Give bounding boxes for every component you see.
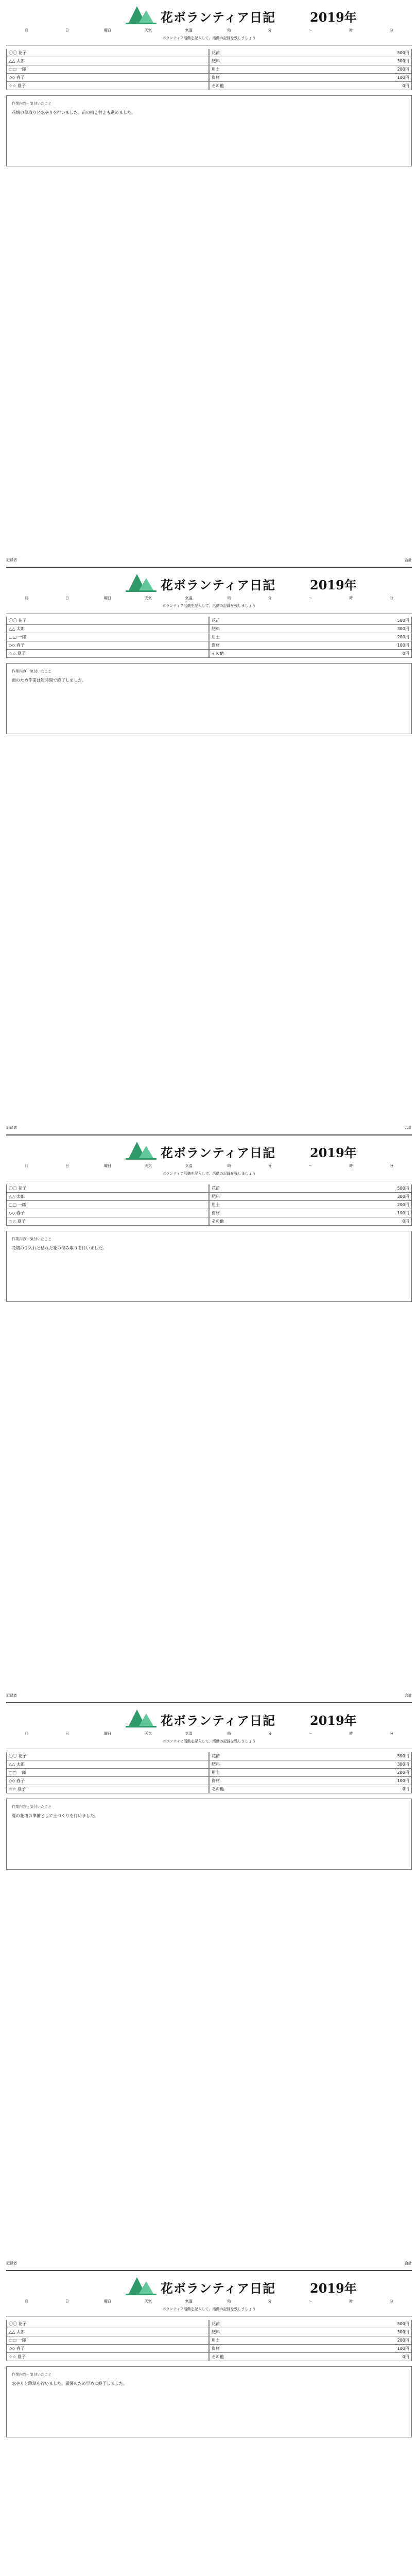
item-amount: 300円 — [397, 1762, 409, 1767]
date-label: 曜日 — [103, 1732, 111, 1736]
date-label: 時 — [349, 1732, 353, 1736]
item-amount: 0円 — [402, 83, 409, 88]
notes-text: 花壇の草取りと水やりを行いました。苗の植え替えも進めました。 — [12, 110, 135, 115]
item-name: 用土 — [212, 2338, 220, 2343]
item-amount: 300円 — [397, 1194, 409, 1199]
volunteer-name: □□ 一郎 — [6, 1769, 209, 1777]
item-column — [209, 2320, 412, 2361]
entry-header — [6, 1703, 412, 1749]
diary-entry — [6, 1136, 412, 1702]
diary-note: ボランティア活動を記入して、活動の記録を残しましょう — [162, 36, 256, 40]
item-row — [209, 49, 412, 57]
footer-right: 合計 — [405, 1126, 412, 1130]
item-row — [209, 1777, 412, 1785]
date-label-row — [6, 2299, 412, 2305]
item-amount: 200円 — [397, 1770, 409, 1775]
volunteer-name: □□ 一郎 — [6, 65, 209, 74]
date-label: 気温 — [185, 1164, 193, 1168]
footer-left: 記録者 — [6, 2261, 17, 2265]
diary-year: 2019年 — [310, 2281, 357, 2296]
item-amount: 300円 — [397, 2330, 409, 2334]
footer-right: 合計 — [405, 558, 412, 562]
date-label: 〜 — [308, 1164, 312, 1168]
item-row — [209, 2345, 412, 2353]
date-label: 気温 — [185, 596, 193, 600]
entry-footer — [6, 1125, 412, 1130]
notes-label: 作業内容・気付いたこと — [12, 1237, 51, 1241]
volunteer-name: △△ 太郎 — [6, 1760, 209, 1769]
diary-year: 2019年 — [310, 10, 357, 25]
date-label: 月 — [24, 1164, 28, 1168]
date-label: 天気 — [144, 2299, 152, 2303]
date-label: 時 — [349, 1164, 353, 1168]
date-label-row — [6, 1731, 412, 1737]
date-label: 分 — [390, 596, 394, 600]
item-name: 肥料 — [212, 1194, 220, 1199]
notes-text: 雨のため作業は短時間で終了しました。 — [12, 678, 86, 683]
footer-left: 記録者 — [6, 1126, 17, 1130]
date-label: 天気 — [144, 1732, 152, 1736]
diary-title: 花ボランティア日記 — [161, 1145, 276, 1160]
date-label: 時 — [227, 2299, 231, 2303]
item-name: 花苗 — [212, 2321, 220, 2326]
diary-year: 2019年 — [310, 1713, 357, 1728]
volunteer-column — [6, 1752, 209, 1793]
item-amount: 500円 — [397, 1754, 409, 1758]
item-name: 用土 — [212, 635, 220, 639]
item-row — [209, 617, 412, 625]
item-name: 資材 — [212, 1211, 220, 1215]
footer-right: 合計 — [405, 2261, 412, 2265]
diary-note: ボランティア活動を記入して、活動の記録を残しましょう — [162, 604, 256, 608]
date-label: 月 — [24, 596, 28, 600]
flower-logo-icon — [126, 2274, 156, 2296]
item-name: 用土 — [212, 1202, 220, 1207]
volunteer-name: 〇〇 花子 — [6, 49, 209, 57]
item-amount: 0円 — [402, 1787, 409, 1791]
item-name: その他 — [212, 1787, 224, 1791]
date-label: 天気 — [144, 1164, 152, 1168]
date-label: 時 — [227, 1732, 231, 1736]
date-label-row — [6, 28, 412, 34]
item-row — [209, 650, 412, 658]
item-row — [209, 1184, 412, 1193]
item-amount: 200円 — [397, 2338, 409, 2343]
volunteer-name: 〇〇 花子 — [6, 617, 209, 625]
flower-logo-icon — [126, 3, 156, 25]
date-label-row — [6, 1163, 412, 1170]
date-label: 気温 — [185, 28, 193, 32]
item-row — [209, 1201, 412, 1209]
item-row — [209, 74, 412, 82]
date-label: 時 — [227, 596, 231, 600]
date-label: 曜日 — [103, 2299, 111, 2303]
item-name: その他 — [212, 2354, 224, 2359]
date-label: 日 — [65, 596, 69, 600]
footer-right: 合計 — [405, 1693, 412, 1698]
date-label: 〜 — [308, 2299, 312, 2303]
notes-text: 水やりと除草を行いました。猛暑のため早めに終了しました。 — [12, 2381, 127, 2386]
volunteer-column — [6, 1184, 209, 1226]
volunteer-name: △△ 太郎 — [6, 57, 209, 65]
date-label-row — [6, 596, 412, 602]
date-label: 分 — [390, 1732, 394, 1736]
volunteer-name: ☆☆ 夏子 — [6, 82, 209, 90]
diary-year: 2019年 — [310, 1145, 357, 1160]
item-row — [209, 57, 412, 65]
date-label: 曜日 — [103, 1164, 111, 1168]
date-label: 日 — [65, 2299, 69, 2303]
diary-entry — [6, 0, 412, 567]
date-label: 分 — [268, 2299, 272, 2303]
date-label: 分 — [268, 1164, 272, 1168]
date-label: 時 — [349, 28, 353, 32]
date-label: 日 — [65, 28, 69, 32]
item-row — [209, 65, 412, 74]
item-name: 肥料 — [212, 59, 220, 63]
volunteer-name: ◇◇ 春子 — [6, 2345, 209, 2353]
item-amount: 0円 — [402, 2354, 409, 2359]
volunteer-name: ☆☆ 夏子 — [6, 2353, 209, 2361]
volunteer-name: △△ 太郎 — [6, 1193, 209, 1201]
date-label: 分 — [390, 28, 394, 32]
notes-section — [6, 1799, 412, 1870]
date-label: 〜 — [308, 28, 312, 32]
date-label: 時 — [349, 596, 353, 600]
volunteer-name: △△ 太郎 — [6, 2328, 209, 2336]
item-row — [209, 2328, 412, 2336]
item-name: 花苗 — [212, 618, 220, 623]
volunteer-name: □□ 一郎 — [6, 1201, 209, 1209]
footer-left: 記録者 — [6, 1693, 17, 1698]
item-name: 肥料 — [212, 2330, 220, 2334]
diary-pages — [6, 0, 412, 2576]
item-name: 資材 — [212, 2346, 220, 2351]
item-amount: 500円 — [397, 50, 409, 55]
diary-entry — [6, 2271, 412, 2576]
item-name: 花苗 — [212, 1186, 220, 1191]
item-name: 用土 — [212, 67, 220, 72]
entry-header — [6, 0, 412, 46]
diary-note: ボランティア活動を記入して、活動の記録を残しましょう — [162, 1172, 256, 1176]
date-label: 分 — [390, 2299, 394, 2303]
volunteer-name: 〇〇 花子 — [6, 1752, 209, 1760]
date-label: 時 — [227, 1164, 231, 1168]
item-amount: 300円 — [397, 59, 409, 63]
date-label: 〜 — [308, 1732, 312, 1736]
date-label: 時 — [349, 2299, 353, 2303]
entry-header — [6, 568, 412, 614]
notes-section — [6, 1231, 412, 1302]
footer-left: 記録者 — [6, 558, 17, 562]
item-row — [209, 625, 412, 633]
notes-section — [6, 95, 412, 166]
notes-text: 花壇の手入れと枯れた花の摘み取りを行いました。 — [12, 1246, 107, 1250]
item-amount: 0円 — [402, 1219, 409, 1224]
item-row — [209, 1785, 412, 1793]
item-name: その他 — [212, 83, 224, 88]
item-row — [209, 2320, 412, 2328]
item-amount: 100円 — [397, 2346, 409, 2351]
volunteer-column — [6, 49, 209, 90]
entry-footer — [6, 557, 412, 563]
entry-header — [6, 1136, 412, 1181]
item-name: その他 — [212, 651, 224, 656]
item-row — [209, 1752, 412, 1760]
item-amount: 500円 — [397, 2321, 409, 2326]
date-label: 気温 — [185, 2299, 193, 2303]
date-label: 分 — [268, 596, 272, 600]
volunteer-name: ◇◇ 春子 — [6, 74, 209, 82]
item-amount: 200円 — [397, 1202, 409, 1207]
entry-footer — [6, 2261, 412, 2266]
diary-entry — [6, 1703, 412, 2270]
item-amount: 200円 — [397, 67, 409, 72]
item-amount: 100円 — [397, 643, 409, 648]
date-label: 分 — [268, 28, 272, 32]
volunteer-name: ◇◇ 春子 — [6, 1209, 209, 1217]
item-row — [209, 2353, 412, 2361]
volunteer-name: ◇◇ 春子 — [6, 1777, 209, 1785]
item-row — [209, 641, 412, 650]
item-row — [209, 1760, 412, 1769]
volunteer-name: ☆☆ 夏子 — [6, 650, 209, 658]
item-amount: 100円 — [397, 75, 409, 80]
diary-title: 花ボランティア日記 — [161, 1713, 276, 1728]
volunteer-name: □□ 一郎 — [6, 2336, 209, 2345]
date-label: 天気 — [144, 28, 152, 32]
notes-section — [6, 663, 412, 734]
item-amount: 0円 — [402, 651, 409, 656]
item-amount: 500円 — [397, 618, 409, 623]
volunteer-name: ☆☆ 夏子 — [6, 1217, 209, 1226]
item-row — [209, 1209, 412, 1217]
item-amount: 300円 — [397, 626, 409, 631]
item-name: 花苗 — [212, 1754, 220, 1758]
flower-logo-icon — [126, 571, 156, 592]
date-label: 日 — [65, 1732, 69, 1736]
item-name: 資材 — [212, 1778, 220, 1783]
item-row — [209, 1193, 412, 1201]
notes-label: 作業内容・気付いたこと — [12, 1805, 51, 1809]
flower-logo-icon — [126, 1706, 156, 1728]
activity-grid — [6, 1184, 412, 1226]
diary-entry — [6, 568, 412, 1134]
date-label: 日 — [65, 1164, 69, 1168]
date-label: 月 — [24, 2299, 28, 2303]
item-column — [209, 1752, 412, 1793]
date-label: 分 — [390, 1164, 394, 1168]
volunteer-name: □□ 一郎 — [6, 633, 209, 641]
volunteer-name: 〇〇 花子 — [6, 1184, 209, 1193]
item-row — [209, 82, 412, 90]
diary-title: 花ボランティア日記 — [161, 10, 276, 25]
notes-section — [6, 2366, 412, 2437]
volunteer-column — [6, 2320, 209, 2361]
volunteer-name: 〇〇 花子 — [6, 2320, 209, 2328]
date-label: 気温 — [185, 1732, 193, 1736]
volunteer-column — [6, 617, 209, 658]
diary-note: ボランティア活動を記入して、活動の記録を残しましょう — [162, 2307, 256, 2311]
item-row — [209, 1769, 412, 1777]
date-label: 時 — [227, 28, 231, 32]
date-label: 月 — [24, 1732, 28, 1736]
item-name: 資材 — [212, 75, 220, 80]
item-name: 用土 — [212, 1770, 220, 1775]
diary-year: 2019年 — [310, 578, 357, 592]
activity-grid — [6, 1752, 412, 1793]
diary-title: 花ボランティア日記 — [161, 2281, 276, 2296]
activity-grid — [6, 49, 412, 90]
diary-note: ボランティア活動を記入して、活動の記録を残しましょう — [162, 1739, 256, 1743]
item-column — [209, 1184, 412, 1226]
item-amount: 500円 — [397, 1186, 409, 1191]
notes-label: 作業内容・気付いたこと — [12, 2372, 51, 2377]
notes-label: 作業内容・気付いたこと — [12, 669, 51, 673]
date-label: 〜 — [308, 596, 312, 600]
item-row — [209, 2336, 412, 2345]
item-amount: 100円 — [397, 1778, 409, 1783]
item-amount: 100円 — [397, 1211, 409, 1215]
item-name: 資材 — [212, 643, 220, 648]
entry-footer — [6, 1693, 412, 1698]
volunteer-name: △△ 太郎 — [6, 625, 209, 633]
item-amount: 200円 — [397, 635, 409, 639]
item-column — [209, 617, 412, 658]
date-label: 月 — [24, 28, 28, 32]
flower-logo-icon — [126, 1139, 156, 1160]
volunteer-name: ◇◇ 春子 — [6, 641, 209, 650]
item-name: その他 — [212, 1219, 224, 1224]
item-row — [209, 1217, 412, 1226]
entry-header — [6, 2271, 412, 2317]
item-row — [209, 633, 412, 641]
date-label: 曜日 — [103, 596, 111, 600]
item-name: 肥料 — [212, 626, 220, 631]
volunteer-name: ☆☆ 夏子 — [6, 1785, 209, 1793]
date-label: 分 — [268, 1732, 272, 1736]
activity-grid — [6, 617, 412, 658]
notes-label: 作業内容・気付いたこと — [12, 101, 51, 106]
item-column — [209, 49, 412, 90]
activity-grid — [6, 2320, 412, 2361]
date-label: 曜日 — [103, 28, 111, 32]
item-name: 肥料 — [212, 1762, 220, 1767]
date-label: 天気 — [144, 596, 152, 600]
item-name: 花苗 — [212, 50, 220, 55]
notes-text: 夏の花壇の準備として土づくりを行いました。 — [12, 1814, 98, 1818]
diary-title: 花ボランティア日記 — [161, 578, 276, 592]
